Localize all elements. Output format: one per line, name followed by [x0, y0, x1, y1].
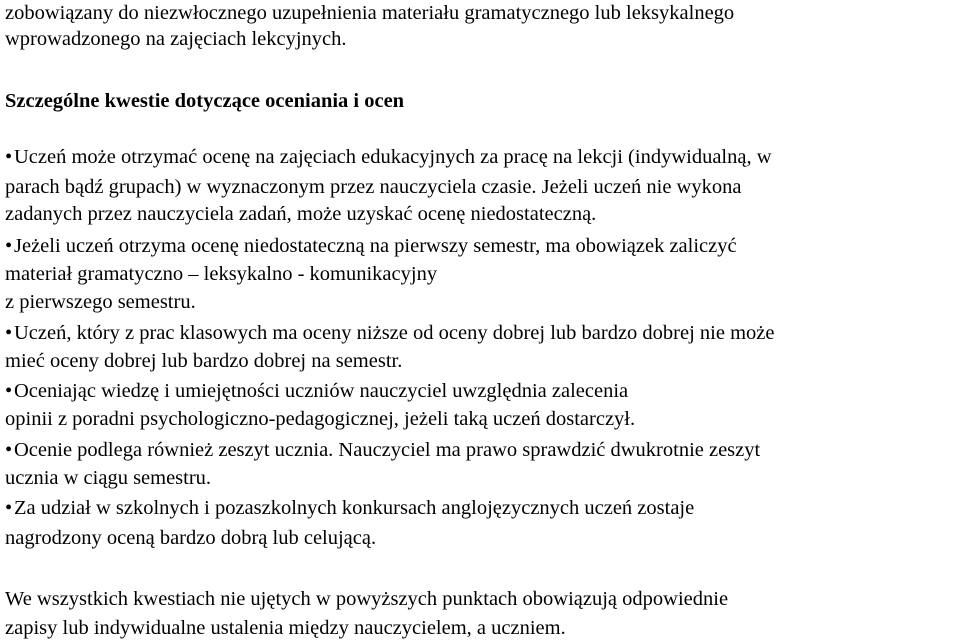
- list-item-text: Ocenie podlega również zeszyt ucznia. Nauczyciel ma prawo sprawdzić dwukrotnie zeszyt: [14, 439, 761, 461]
- section-heading: Szczególne kwestie dotyczące oceniania i ocen: [5, 90, 405, 112]
- list-item: [5, 320, 774, 346]
- closing-line-1: We wszystkich kwestiach nie ujętych w powyższych punktach obowiązują odpowiednie: [5, 588, 729, 610]
- list-item-text: Za udział w szkolnych i pozaszkolnych konkursach anglojęzycznych uczeń zostaje: [14, 497, 695, 519]
- bullet-icon: •: [5, 439, 13, 461]
- list-item-continuation: opinii z poradni psychologiczno-pedagogicznej, jeżeli taką uczeń dostarczył.: [5, 408, 636, 430]
- list-item-continuation: z pierwszego semestru.: [5, 291, 196, 313]
- list-item-continuation: zadanych przez nauczyciela zadań, może uzyskać ocenę niedostateczną.: [5, 203, 597, 225]
- bullet-icon: •: [5, 497, 13, 519]
- bullet-icon: •: [5, 146, 13, 168]
- intro-line-2: wprowadzonego na zajęciach lekcyjnych.: [5, 28, 347, 50]
- bullet-icon: •: [5, 322, 13, 344]
- closing-line-2: zapisy lub indywidualne ustalenia między nauczycielem, a uczniem.: [5, 617, 566, 639]
- list-item: [5, 233, 737, 259]
- list-item-text: Uczeń może otrzymać ocenę na zajęciach edukacyjnych za pracę na lekcji (indywidualną, w: [14, 146, 772, 168]
- list-item-continuation: ucznia w ciągu semestru.: [5, 467, 212, 489]
- intro-line-1: zobowiązany do niezwłocznego uzupełnienia materiału gramatycznego lub leksykalnego: [5, 2, 735, 24]
- list-item-text: Uczeń, który z prac klasowych ma oceny niższe od oceny dobrej lub bardzo dobrej nie może: [14, 322, 775, 344]
- list-item: [5, 495, 694, 521]
- list-item-continuation: nagrodzony oceną bardzo dobrą lub celującą.: [5, 527, 377, 549]
- list-item: [5, 378, 628, 404]
- list-item: [5, 437, 760, 463]
- list-item-text: Oceniając wiedzę i umiejętności uczniów nauczyciel uwzględnia zalecenia: [14, 380, 629, 402]
- list-item-continuation: materiał gramatyczno – leksykalno - komunikacyjny: [5, 263, 438, 285]
- list-item-continuation: mieć oceny dobrej lub bardzo dobrej na semestr.: [5, 350, 403, 372]
- list-item-continuation: parach bądź grupach) w wyznaczonym przez nauczyciela czasie. Jeżeli uczeń nie wykona: [5, 176, 742, 198]
- bullet-icon: •: [5, 380, 13, 402]
- list-item: [5, 144, 772, 170]
- bullet-icon: •: [5, 235, 13, 257]
- list-item-text: Jeżeli uczeń otrzyma ocenę niedostateczną na pierwszy semestr, ma obowiązek zaliczyć: [14, 235, 737, 257]
